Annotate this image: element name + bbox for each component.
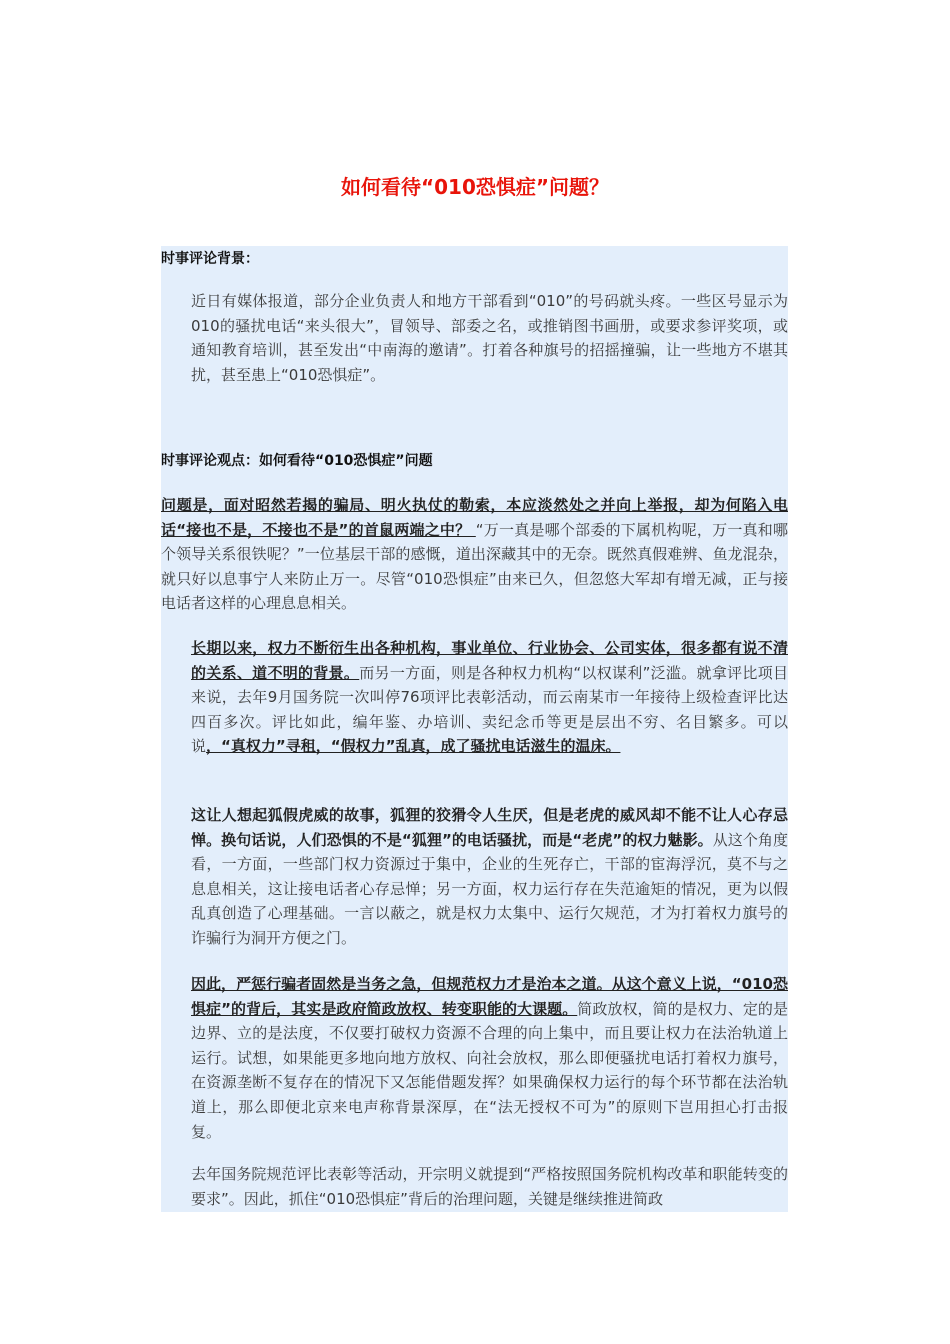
viewpoint-heading: 时事评论观点：如何看待“010恐惧症”问题 <box>161 453 433 469</box>
paragraph-3-text: 从这个角度看，一方面，一些部门权力资源过于集中，企业的生死存亡，干部的宦海浮沉，莫不与之息息相关，这让接电话者心存忌惮；另一方面，权力运行存在失范逾矩的情况，更为以假乱真创造了心理基础。一言以蔽之，就是权力太集中、运行欠规范，才为打着权力旗号的诈骗行为洞开方便之门。 <box>191 830 788 947</box>
paragraph-4-text: 简政放权，简的是权力、定的是边界、立的是法度，不仅要打破权力资源不合理的向上集中，而且要让权力在法治轨道上运行。试想，如果能更多地向地方放权、向社会放权，那么即便骚扰电话打着权力旗号，在资源垄断不复存在的情况下又怎能借题发挥？如果确保权力运行的每个环节都在法治轨道上，那么即便北京来电声称背景深厚，在“法无授权不可为”的原则下岂用担心打击报复。 <box>191 999 788 1141</box>
page-title: 如何看待“010恐惧症”问题？ <box>340 175 610 199</box>
paragraph-4-emphasis: 因此，严惩行骗者固然是当务之急，但规范权力才是治本之道。从这个意义上说，“010恐惧症”的背后，其实是政府简政放权、转变职能的大课题。 <box>191 975 788 1018</box>
background-heading: 时事评论背景： <box>161 251 259 267</box>
paragraph-5: 去年国务院规范评比表彰等活动，开宗明义就提到“严格按照国务院机构改革和职能转变的要求”。因此，抓住“010恐惧症”背后的治理问题，关键是继续推进简政 <box>191 1165 788 1208</box>
paragraph-1 <box>161 493 788 616</box>
paragraph-1-text: “万一真是哪个部委的下属机构呢，万一真和哪个领导关系很铁呢？”一位基层干部的感慨，道出深藏其中的无奈。既然真假难辨、鱼龙混杂，就只好以息事宁人来防止万一。尽管“010恐惧症”由来已久，但忽悠大军却有增无减，正与接电话者这样的心理息息相关。 <box>161 520 788 613</box>
paragraph-4 <box>161 972 788 1144</box>
paragraph-3 <box>161 803 788 951</box>
paragraph-2-emphasis-end: ，“真权力”寻租，“假权力”乱真，成了骚扰电话滋生的温床。 <box>206 737 621 756</box>
paragraph-2 <box>161 636 788 759</box>
paragraph-2-emphasis: 长期以来，权力不断衍生出各种机构，事业单位、行业协会、公司实体，很多都有说不清的关系、道不明的背景。 <box>191 639 788 682</box>
paragraph-3-strong: 这让人想起狐假虎威的故事，狐狸的狡猾令人生厌，但是老虎的威风却不能不让人心存忌惮。换句话说，人们恐惧的不是“狐狸”的电话骚扰，而是“老虎”的权力魅影。 <box>191 806 788 849</box>
background-paragraph: 近日有媒体报道，部分企业负责人和地方干部看到“010”的号码就头疼。一些区号显示为010的骚扰电话“来头很大”，冒领导、部委之名，或推销图书画册，或要求参评奖项，或通知教育培训，甚至发出“中南海的邀请”。打着各种旗号的招摇撞骗，让一些地方不堪其扰，甚至患上“010恐惧症”。 <box>191 292 788 384</box>
paragraph-2-text: 而另一方面，则是各种权力机构“以权谋利”泛滥。就拿评比项目来说，去年9月国务院一次叫停76项评比表彰活动，而云南某市一年接待上级检查评比达四百多次。评比如此，编年鉴、办培训、卖纪念币等更是层出不穷、名目繁多。可以说 <box>191 663 788 756</box>
paragraph-1-emphasis: 问题是，面对昭然若揭的骗局、明火执仗的勒索，本应淡然处之并向上举报，却为何陷入电话“接也不是，不接也不是”的首鼠两端之中？ <box>161 496 788 539</box>
